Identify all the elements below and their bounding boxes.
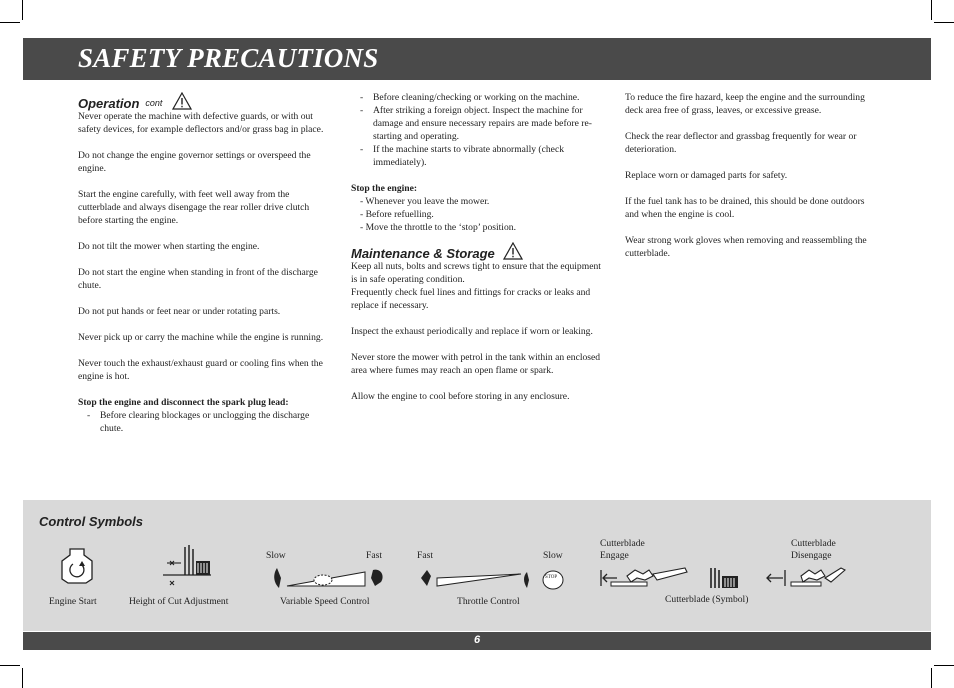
footer-bar [23,632,931,650]
page-title: SAFETY PRECAUTIONS [78,43,379,73]
height-of-cut-icon [161,543,213,589]
throttle-label: Throttle Control [457,596,520,607]
paragraph: Never pick up or carry the machine while the engine is running. [78,332,324,343]
column-operation [78,91,330,435]
column-safety [625,91,877,273]
list-item: - After striking a foreign object. Inspect the machine for damage and ensure necessary repairs are made before re-starting and operating. [351,104,601,143]
paragraph: Wear strong work gloves when removing and reassembling the cutterblade. [625,235,867,259]
list-item: - If the machine starts to vibrate abnormally (check immediately). [351,143,601,169]
list-item: - Before refuelling. [360,209,434,220]
warning-icon [503,242,523,260]
list-item: - Before clearing blockages or unclogging the discharge chute. [78,409,330,435]
engage-label-line2: Engage [600,550,629,561]
section-heading-maintenance [351,241,601,260]
throttle-icon [417,566,531,594]
list-item: - Move the throttle to the ‘stop’ position. [360,222,516,233]
paragraph: Start the engine carefully, with feet well away from the cutterblade and always disengage the rear roller drive clutch before starting the engine. [78,189,310,226]
control-symbols-heading: Control Symbols [39,514,144,529]
header-bar [23,38,931,80]
page-number: 6 [473,634,481,646]
variable-speed-label: Variable Speed Control [280,596,370,607]
paragraph: Inspect the exhaust periodically and replace if worn or leaking. [351,326,593,337]
throttle-slow-label: Slow [543,550,563,561]
section-heading-operation [78,91,330,110]
list-item: - Whenever you leave the mower. [360,196,490,207]
stop-label: STOP [545,575,558,580]
warning-icon [172,92,192,110]
paragraph: Allow the engine to cool before storing in any enclosure. [351,391,570,402]
heading-suffix: cont [145,98,163,108]
paragraph: Never touch the exhaust/exhaust guard or cooling fins when the engine is hot. [78,358,323,382]
bold-instruction [78,396,330,409]
section-heading-text: Maintenance & Storage [351,246,495,261]
list-item: - Before cleaning/checking or working on the machine. [360,92,580,103]
bold-text: Stop the engine and disconnect the spark plug lead: [78,397,289,408]
bold-instruction [351,182,601,195]
paragraph: Frequently check fuel lines and fittings for cracks or leaks and replace if necessary. [351,287,591,311]
paragraph: Check the rear deflector and grassbag frequently for wear or deterioration. [625,131,857,155]
paragraph: Never store the mower with petrol in the tank within an enclosed area where fumes may reach an open flame or spark. [351,352,601,376]
variable-speed-fast-label: Fast [366,550,382,561]
list-item-text: Before cleaning/checking or working on the machine. [373,92,580,103]
bold-text: Stop the engine: [351,183,418,194]
engine-start-icon [60,547,94,585]
cutterblade-disengage-icon [763,566,847,592]
disengage-label-line1: Cutterblade [791,538,836,549]
throttle-fast-label: Fast [417,550,433,561]
list-item-text: Before clearing blockages or unclogging the discharge chute. [100,410,310,434]
paragraph: Do not put hands or feet near or under rotating parts. [78,306,281,317]
paragraph: Do not tilt the mower when starting the engine. [78,241,260,252]
control-symbols-panel [23,500,931,631]
paragraph: Never operate the machine with defective guards, or with out safety devices, for example deflectors and/or grass bag in place. [78,111,324,135]
variable-speed-slow-label: Slow [266,550,286,561]
variable-speed-icon [271,564,389,592]
cutterblade-symbol-label: Cutterblade (Symbol) [665,594,749,605]
engage-label-line1: Cutterblade [600,538,645,549]
cutterblade-engage-icon [597,566,689,592]
cutterblade-symbol-icon [708,566,740,592]
engine-start-label: Engine Start [49,596,97,607]
disengage-label-line2: Disengage [791,550,832,561]
paragraph: Replace worn or damaged parts for safety. [625,170,788,181]
paragraph: Do not start the engine when standing in front of the discharge chute. [78,267,318,291]
column-maintenance [351,91,601,416]
list-item-text: If the machine starts to vibrate abnormally (check immediately). [373,144,564,168]
paragraph: Do not change the engine governor settings or overspeed the engine. [78,150,311,174]
paragraph: Keep all nuts, bolts and screws tight to ensure that the equipment is in safe operating condition. [351,261,601,285]
height-of-cut-label: Height of Cut Adjustment [129,596,229,607]
paragraph: If the fuel tank has to be drained, this should be done outdoors and when the engine is cool. [625,196,865,220]
list-item-text: After striking a foreign object. Inspect the machine for damage and ensure necessary repairs are made before re-starting and operating. [373,105,592,142]
paragraph: To reduce the fire hazard, keep the engine and the surrounding deck area free of grass, leaves, or excessive grease. [625,92,865,116]
section-heading-text: Operation [78,96,140,111]
